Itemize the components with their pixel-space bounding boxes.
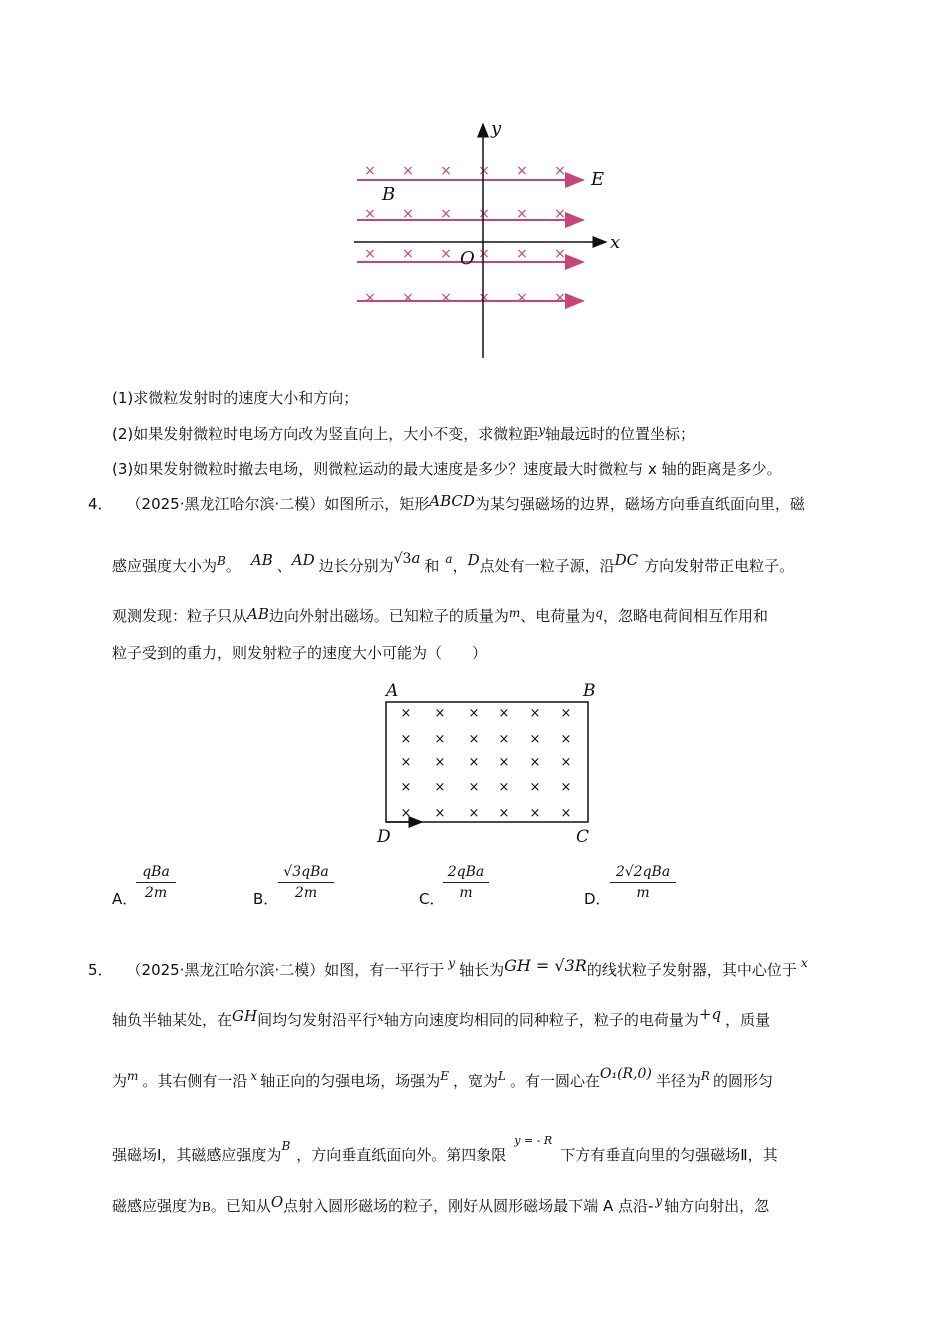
- svg-text:×: ×: [434, 780, 446, 795]
- q5-line-3: [112, 1066, 773, 1092]
- svg-text:×: ×: [498, 806, 510, 821]
- q4-var: DC: [614, 551, 639, 569]
- e-field-label: E: [591, 169, 605, 190]
- q5-text: 间均匀发射沿平行: [257, 1011, 378, 1029]
- q4-text: 、: [276, 557, 292, 575]
- q3-part-2-text-b: 轴最远时的位置坐标；: [545, 425, 696, 443]
- q4-text: 为某匀强磁场的边界，磁场方向垂直纸面向里，磁: [474, 495, 805, 513]
- q5-line-1: [88, 956, 808, 981]
- svg-text:×: ×: [516, 290, 528, 306]
- corner-label-d: D: [377, 827, 391, 847]
- option-a-label: A．: [112, 890, 138, 908]
- svg-text:×: ×: [400, 755, 412, 770]
- option-d-denominator: m: [636, 885, 650, 901]
- q5-var: x: [250, 1069, 258, 1083]
- q4-var: B: [217, 554, 226, 568]
- q5-text: 半径为: [655, 1072, 701, 1090]
- svg-text:×: ×: [400, 732, 412, 747]
- q4-source: （2025·黑龙江哈尔滨·二模）: [126, 495, 325, 513]
- q4-var: m: [508, 606, 521, 620]
- svg-text:×: ×: [468, 806, 480, 821]
- option-c-fraction: [443, 864, 489, 901]
- q4-var: a: [445, 552, 453, 566]
- svg-text:×: ×: [402, 206, 414, 222]
- q5-line-5: [112, 1193, 770, 1217]
- svg-text:×: ×: [478, 163, 490, 179]
- svg-text:×: ×: [400, 706, 412, 721]
- option-c-denominator: m: [459, 885, 473, 901]
- q5-text: 。已知从: [210, 1197, 271, 1215]
- q3-part-2-var: y: [538, 423, 546, 437]
- q4-var: D: [467, 551, 480, 569]
- option-c-numerator: 2qBa: [447, 864, 485, 880]
- q5-text: 。其右侧有一沿: [142, 1072, 248, 1090]
- svg-text:×: ×: [554, 246, 566, 262]
- q4-text: 。: [225, 557, 241, 575]
- option-d-numerator: 2√2qBa: [615, 864, 671, 880]
- q5-text: 的线状粒子发射器，其中心位于: [586, 961, 797, 979]
- corner-label-c: C: [576, 827, 590, 847]
- svg-text:×: ×: [434, 806, 446, 821]
- svg-text:×: ×: [434, 732, 446, 747]
- q5-text: 轴方向射出，忽: [664, 1197, 770, 1215]
- svg-text:×: ×: [529, 706, 541, 721]
- svg-text:×: ×: [478, 290, 490, 306]
- q5-text: 磁感应强度为: [112, 1197, 203, 1215]
- q4-var: AB: [247, 605, 269, 623]
- q4-text: ，忽略电荷间相互作用和: [602, 607, 768, 625]
- q5-var: B: [281, 1139, 291, 1153]
- q4-var: a: [411, 549, 421, 567]
- svg-text:×: ×: [529, 755, 541, 770]
- svg-text:×: ×: [400, 806, 412, 821]
- svg-text:×: ×: [516, 163, 528, 179]
- q5-var: O: [270, 1193, 284, 1211]
- q5-var: +q: [698, 1005, 722, 1023]
- svg-text:×: ×: [478, 206, 490, 222]
- svg-text:×: ×: [529, 806, 541, 821]
- svg-text:×: ×: [440, 290, 452, 306]
- x-axis-label: x: [610, 232, 621, 253]
- q4-var-abcd: ABCD: [429, 492, 475, 510]
- q3-part-1: (1)求微粒发射时的速度大小和方向；: [112, 389, 359, 407]
- svg-text:×: ×: [364, 206, 376, 222]
- q4-line-3: [112, 606, 768, 627]
- svg-text:×: ×: [554, 290, 566, 306]
- svg-text:×: ×: [529, 732, 541, 747]
- svg-text:×: ×: [440, 246, 452, 262]
- q5-line-2: [112, 1005, 771, 1031]
- q5-text: 下方有垂直向里的匀强磁场Ⅱ，其: [560, 1146, 778, 1164]
- q5-var: x: [377, 1010, 384, 1024]
- svg-text:×: ×: [468, 780, 480, 795]
- q4-line-4: 粒子受到的重力，则发射粒子的速度大小可能为（ ）: [112, 644, 488, 662]
- svg-text:×: ×: [560, 706, 572, 721]
- q4-text: ，: [452, 557, 468, 575]
- svg-text:×: ×: [440, 206, 452, 222]
- svg-text:×: ×: [516, 246, 528, 262]
- q5-var: y: [448, 956, 456, 970]
- option-b-label: B．: [253, 890, 279, 908]
- svg-text:×: ×: [498, 780, 510, 795]
- q5-center: O₁(R,0): [599, 1066, 652, 1082]
- field-rectangle: [386, 702, 588, 822]
- q5-var: y: [655, 1194, 663, 1208]
- q5-source: （2025·黑龙江哈尔滨·二模）: [126, 961, 325, 979]
- q5-text: 如图，有一平行于: [324, 961, 445, 979]
- svg-text:×: ×: [498, 732, 510, 747]
- q5-text: ，方向垂直纸面向外。第四象限: [296, 1146, 507, 1164]
- q5-equation: y = - R: [514, 1134, 553, 1147]
- q3-part-3: (3)如果发射微粒时撤去电场，则微粒运动的最大速度是多少？速度最大时微粒与 x 轴的距离是多少。: [112, 460, 782, 478]
- q5-text: 强磁场Ⅰ，其磁感应强度为: [112, 1146, 282, 1164]
- q4-var: q: [595, 606, 603, 620]
- q4-number: 4．: [88, 495, 113, 513]
- q5-var: L: [498, 1069, 506, 1083]
- y-axis-label: y: [491, 118, 502, 139]
- svg-text:×: ×: [402, 246, 414, 262]
- option-b-fraction: [278, 864, 334, 901]
- q5-text: 轴正向的匀强电场，场强为: [260, 1072, 441, 1090]
- svg-text:×: ×: [400, 780, 412, 795]
- q5-var: E: [440, 1069, 449, 1083]
- svg-text:×: ×: [516, 206, 528, 222]
- origin-label: O: [460, 248, 475, 269]
- q5-text: 为: [112, 1072, 128, 1090]
- q5-equation: GH = √3R: [504, 956, 587, 975]
- svg-text:×: ×: [560, 755, 572, 770]
- q5-var: GH: [232, 1007, 258, 1025]
- svg-text:×: ×: [468, 706, 480, 721]
- svg-text:×: ×: [560, 780, 572, 795]
- q5-var: R: [700, 1069, 710, 1083]
- q4-text: 感应强度大小为: [112, 557, 218, 575]
- q5-text: 。有一圆心在: [509, 1072, 600, 1090]
- option-d-label: D．: [584, 890, 611, 908]
- q5-number: 5．: [88, 961, 113, 979]
- q4-text: 、电荷量为: [520, 607, 596, 625]
- q4-text: 点处有一粒子源，沿: [479, 557, 615, 575]
- option-b-denominator: 2m: [294, 885, 318, 901]
- svg-text:×: ×: [498, 755, 510, 770]
- q3-part-2-text-a: (2)如果发射微粒时电场方向改为竖直向上，大小不变，求微粒距: [112, 425, 539, 443]
- svg-text:×: ×: [529, 780, 541, 795]
- svg-text:×: ×: [560, 732, 572, 747]
- q4-text: 边向外射出磁场。已知粒子的质量为: [268, 607, 509, 625]
- q4-line-1: [88, 494, 805, 514]
- q3-part-2: [112, 424, 695, 445]
- corner-label-b: B: [583, 681, 596, 701]
- q5-text: 点射入圆形磁场的粒子，刚好从圆形磁场最下端 A 点沿-: [283, 1197, 654, 1215]
- q5-line-4: [112, 1134, 778, 1167]
- svg-text:×: ×: [478, 246, 490, 262]
- q5-text: ，宽为: [452, 1072, 498, 1090]
- svg-text:×: ×: [402, 290, 414, 306]
- q5-text: 的圆形匀: [712, 1072, 773, 1090]
- q4-var: AD: [291, 551, 315, 569]
- svg-text:×: ×: [498, 706, 510, 721]
- svg-text:×: ×: [468, 755, 480, 770]
- svg-text:×: ×: [364, 246, 376, 262]
- q4-var: AB: [250, 551, 273, 569]
- q4-text: 边长分别为: [318, 557, 394, 575]
- option-a-fraction: [136, 864, 176, 901]
- q5-text: ，质量: [725, 1011, 771, 1029]
- q5-text: 轴方向速度均相同的同种粒子，粒子的电荷量为: [383, 1011, 699, 1029]
- b-field-label: B: [382, 184, 396, 205]
- q4-sqrt: √3: [393, 551, 412, 567]
- svg-text:×: ×: [468, 732, 480, 747]
- figure-rectangle-field: [372, 680, 602, 848]
- corner-label-a: A: [386, 681, 399, 701]
- svg-text:×: ×: [440, 163, 452, 179]
- q5-var: B: [202, 1200, 211, 1214]
- svg-text:×: ×: [402, 163, 414, 179]
- rectangle-crosses: [401, 706, 572, 821]
- coordinate-axes: [354, 124, 606, 358]
- q4-line-2: [112, 549, 795, 577]
- figure-field-diagram: [340, 118, 630, 363]
- q4-text: 和: [424, 557, 440, 575]
- svg-text:×: ×: [364, 163, 376, 179]
- option-d-fraction: [610, 864, 676, 901]
- svg-text:×: ×: [434, 706, 446, 721]
- q5-var: x: [800, 956, 808, 970]
- svg-text:×: ×: [554, 163, 566, 179]
- option-c-label: C．: [419, 890, 445, 908]
- q4-text: 观测发现：粒子只从: [112, 607, 248, 625]
- q5-var: m: [127, 1069, 139, 1083]
- option-a-numerator: qBa: [142, 864, 170, 880]
- svg-text:×: ×: [364, 290, 376, 306]
- q4-text: 方向发射带正电粒子。: [644, 557, 795, 575]
- q5-text: 轴长为: [459, 961, 505, 979]
- svg-text:×: ×: [560, 806, 572, 821]
- svg-text:×: ×: [554, 206, 566, 222]
- q4-text: 如图所示，矩形: [324, 495, 430, 513]
- q5-text: 轴负半轴某处，在: [112, 1011, 233, 1029]
- option-a-denominator: 2m: [144, 885, 168, 901]
- option-b-numerator: √3qBa: [283, 864, 329, 880]
- svg-text:×: ×: [434, 755, 446, 770]
